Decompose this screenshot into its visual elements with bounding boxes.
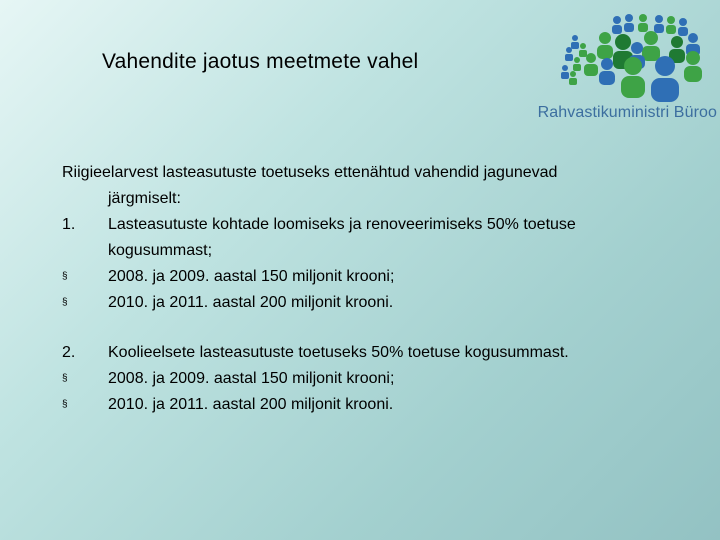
list-item [62, 264, 702, 290]
list-item [62, 392, 702, 418]
list-item-text: 2010. ja 2011. aastal 200 miljonit krooni. [108, 294, 394, 311]
people-icon [555, 8, 715, 104]
intro-line: Riigieelarvest lasteasutuste toetuseks ettenähtud vahendid jagunevad [62, 164, 558, 181]
slide-title: Vahendite jaotus meetmete vahel [102, 50, 419, 73]
list-item-text: Koolieelsete lasteasutuste toetuseks 50% toetuse kogusummast. [108, 344, 569, 361]
list-item-text: 2008. ja 2009. aastal 150 miljonit krooni; [108, 268, 395, 285]
bullet-icon: § [62, 373, 68, 384]
bullet-icon: § [62, 399, 68, 410]
list-item-text: Lasteasutuste kohtade loomiseks ja renoveerimiseks 50% toetuse [108, 216, 576, 233]
list-number: 1. [62, 216, 76, 233]
list-item-text: 2008. ja 2009. aastal 150 miljonit krooni; [108, 370, 395, 387]
intro-line: järgmiselt: [108, 190, 181, 207]
list-item [62, 340, 702, 366]
list-item [62, 212, 702, 264]
logo-text: Rahvastikuministri Büroo [537, 104, 717, 121]
list-number: 2. [62, 344, 76, 361]
list-item [62, 290, 702, 316]
bullet-icon: § [62, 271, 68, 282]
slide-body [62, 160, 702, 418]
intro-paragraph [62, 160, 702, 212]
list-item [62, 366, 702, 392]
list-item-text: kogusummast; [108, 242, 213, 259]
logo [537, 8, 717, 128]
bullet-icon: § [62, 297, 68, 308]
list-item-text: 2010. ja 2011. aastal 200 miljonit krooni. [108, 396, 394, 413]
